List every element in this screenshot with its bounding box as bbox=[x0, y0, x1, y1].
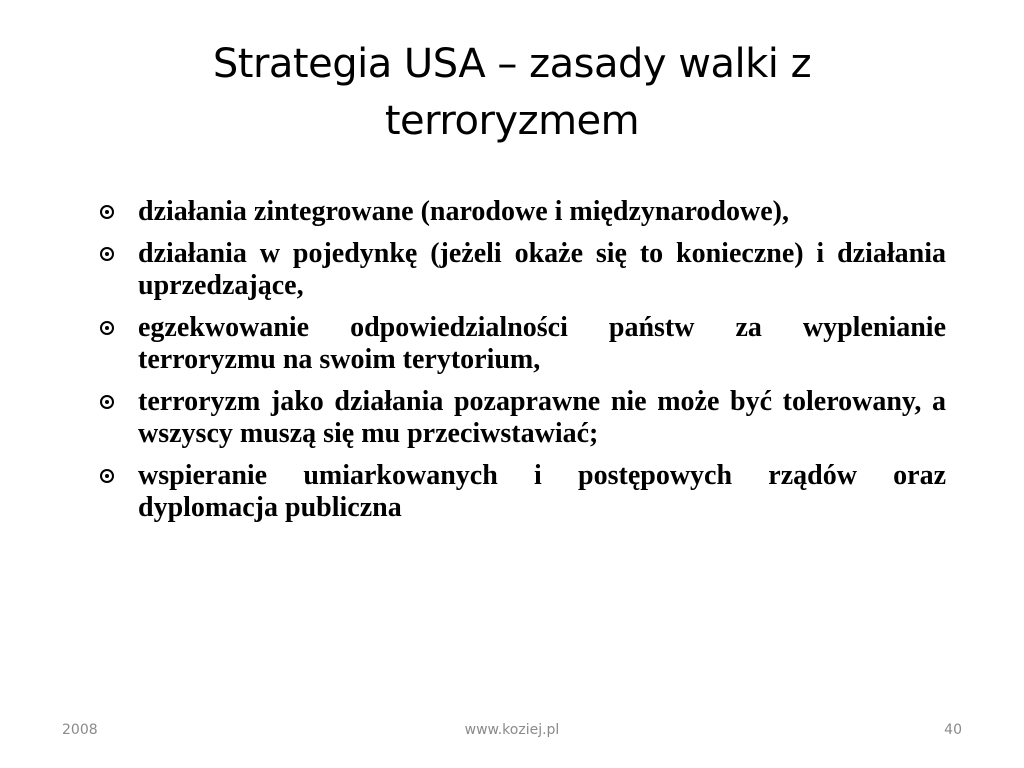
footer-date: 2008 bbox=[62, 722, 98, 738]
bullet-text: egzekwowanie odpowiedzialności państw za wyplenianie terroryzmu na swoim terytorium, bbox=[138, 312, 946, 375]
bullet-text: wspieranie umiarkowanych i postępowych rządów oraz dyplomacja publiczna bbox=[138, 460, 946, 523]
circled-dot-icon bbox=[100, 395, 114, 409]
bullet-item bbox=[100, 312, 946, 376]
bullet-item bbox=[100, 386, 946, 450]
circled-dot-icon bbox=[100, 247, 114, 261]
circled-dot-icon bbox=[100, 205, 114, 219]
bullet-text: działania w pojedynkę (jeżeli okaże się to konieczne) i działania uprzedzające, bbox=[138, 238, 946, 301]
footer-website: www.koziej.pl bbox=[464, 722, 560, 738]
bullet-item bbox=[100, 460, 946, 524]
bullet-text: terroryzm jako działania pozaprawne nie może być tolerowany, a wszyscy muszą się mu przeciwstawiać; bbox=[138, 386, 946, 449]
bullet-text: działania zintegrowane (narodowe i międzynarodowe), bbox=[138, 196, 789, 227]
slide-title: Strategia USA – zasady walki z terroryzmem bbox=[212, 41, 812, 144]
footer-page-number: 40 bbox=[944, 722, 962, 738]
bullet-item bbox=[100, 238, 946, 302]
bullet-item bbox=[100, 196, 946, 228]
circled-dot-icon bbox=[100, 321, 114, 335]
circled-dot-icon bbox=[100, 469, 114, 483]
bullet-list bbox=[100, 196, 946, 534]
